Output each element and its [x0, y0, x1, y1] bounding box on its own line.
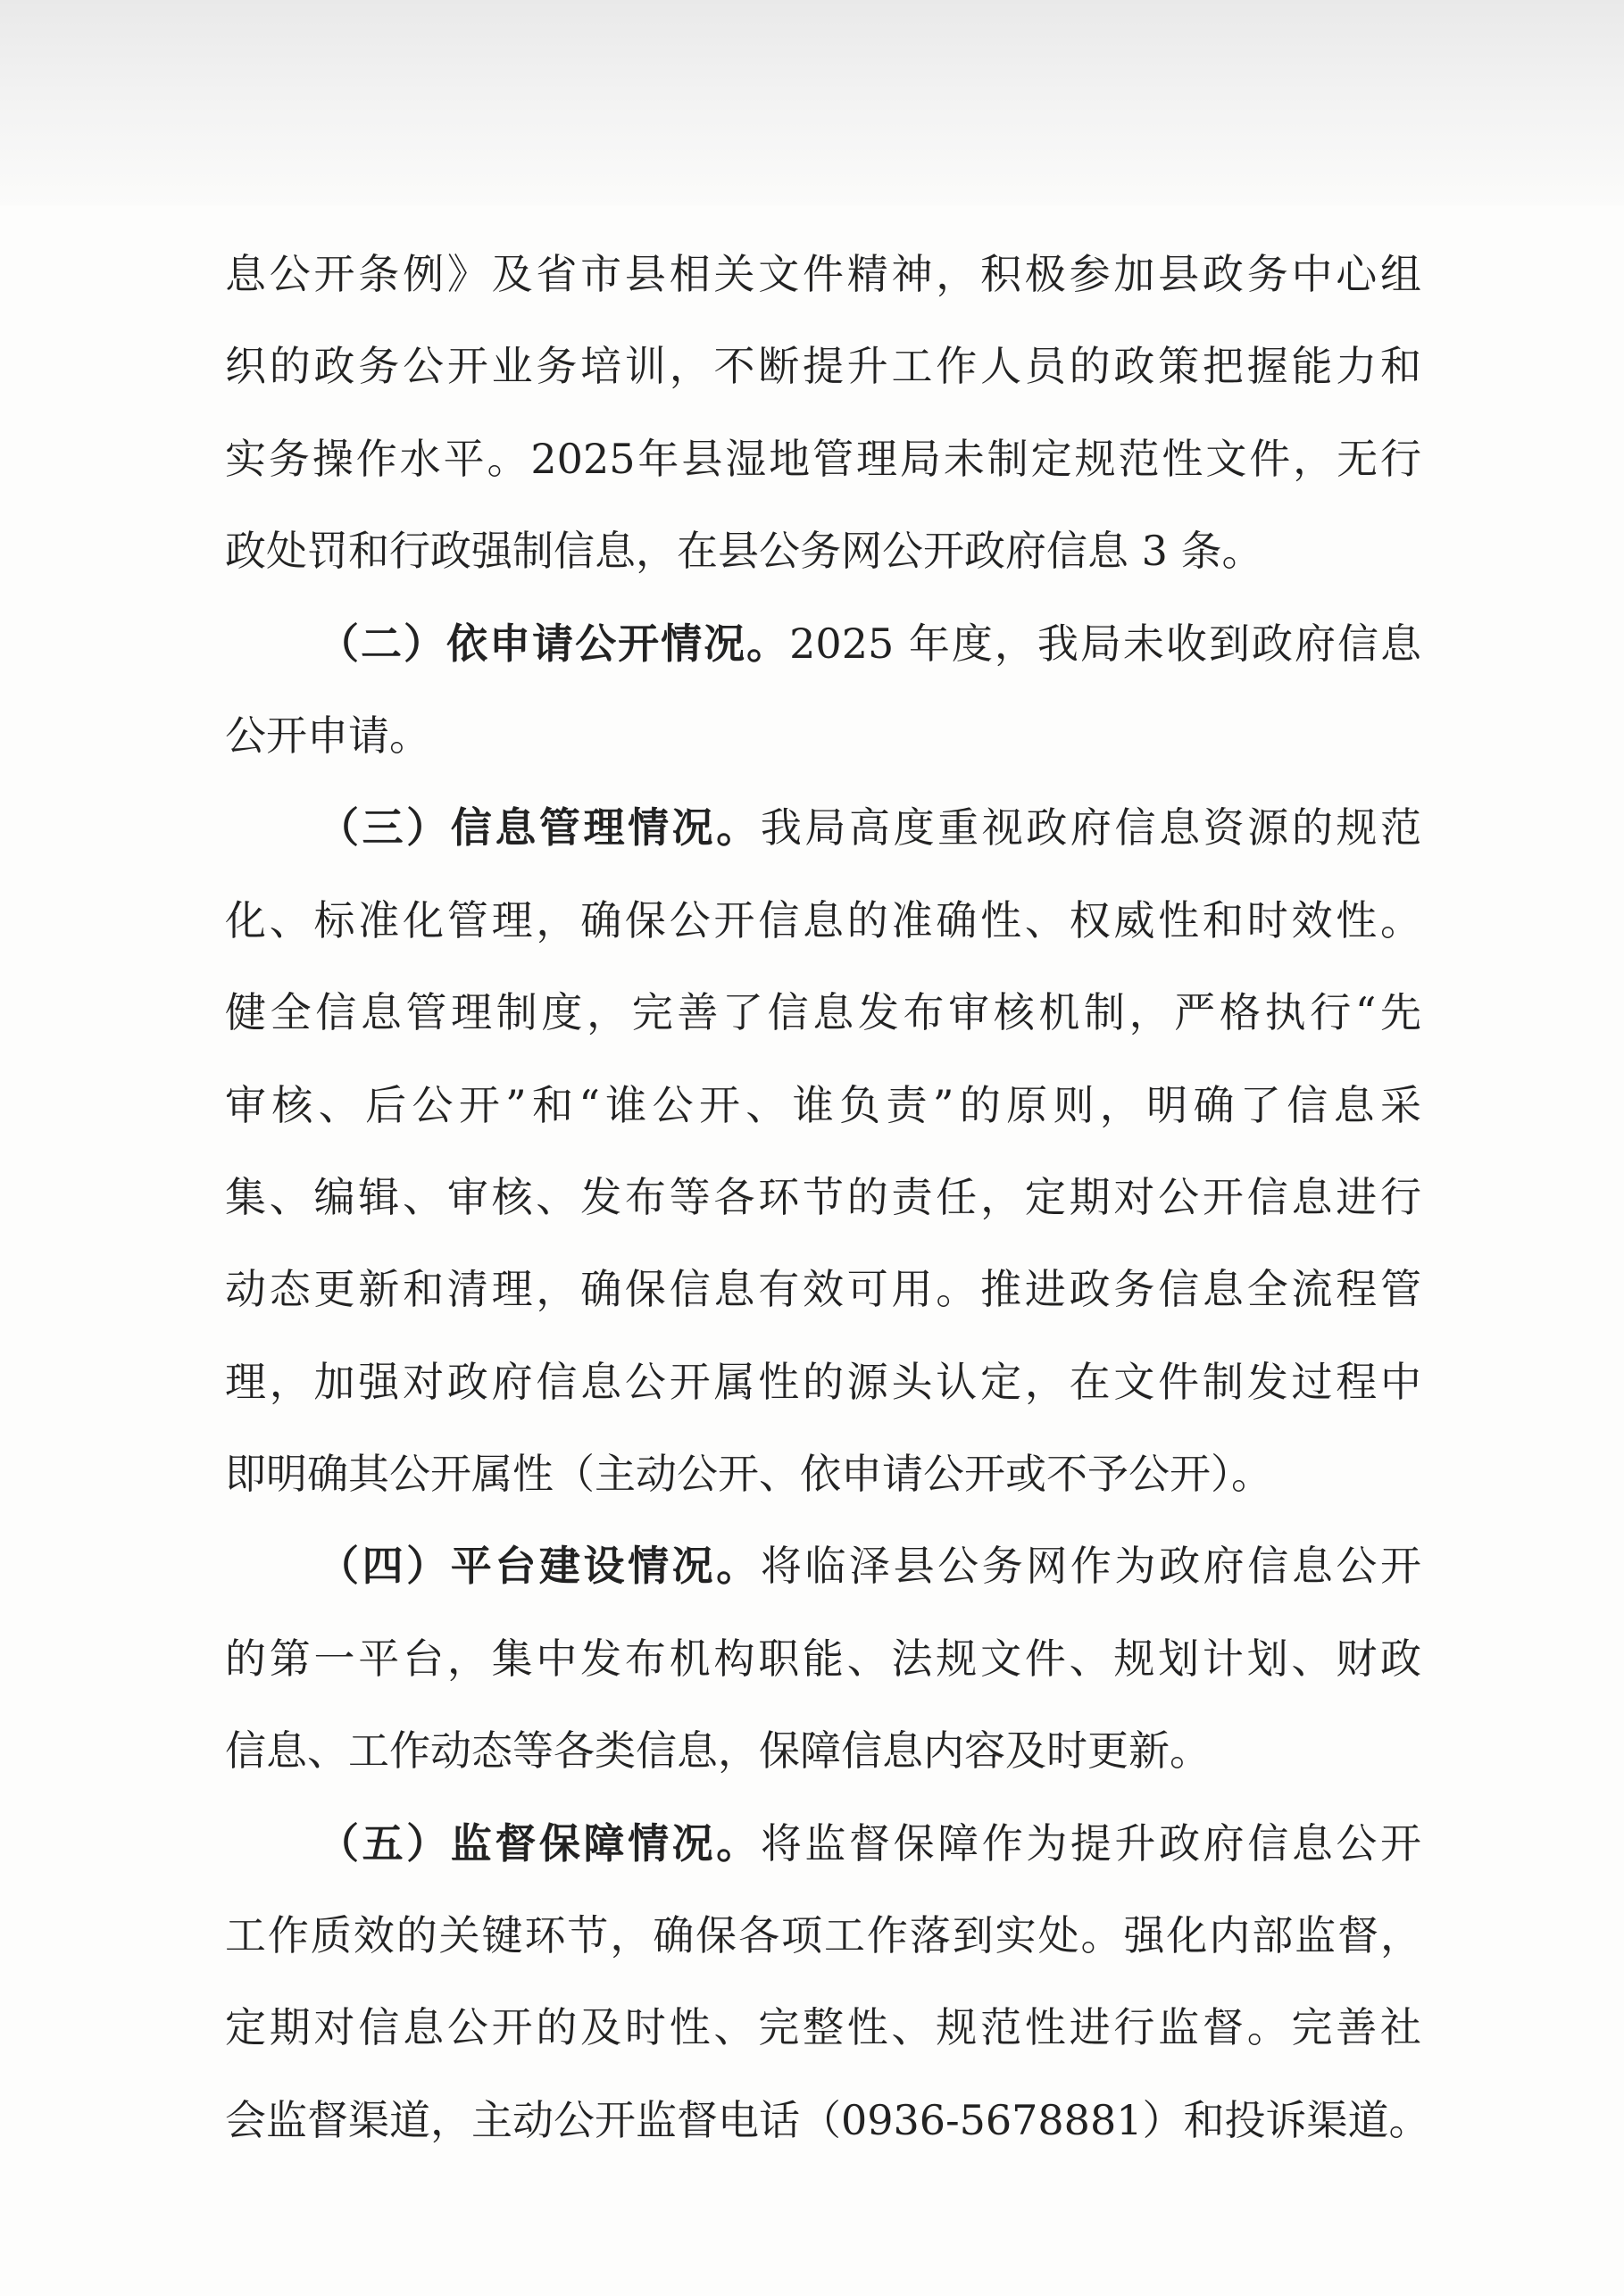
section-5-first-line — [225, 1803, 1421, 1895]
section-3-heading: （三）信息管理情况。 — [318, 803, 761, 853]
body-line: 的第一平台，集中发布机构职能、法规文件、规划计划、财政 — [225, 1634, 1421, 1683]
section-5-lead-text: 将监督保障作为提升政府信息公开 — [760, 1818, 1422, 1868]
body-line: 即明确其公开属性（主动公开、依申请公开或不予公开）。 — [225, 1450, 1272, 1499]
body-line: 化、标准化管理，确保公开信息的准确性、权威性和时效性。 — [225, 895, 1421, 944]
body-line: 会监督渠道，主动公开监督电话（0936-5678881）和投诉渠道。 — [225, 2095, 1430, 2144]
body-line: 动态更新和清理，确保信息有效可用。推进政务信息全流程管 — [225, 1265, 1421, 1314]
section-3-lead-text: 我局高度重视政府信息资源的规范 — [760, 803, 1422, 853]
body-line: 实务操作水平。2025年县湿地管理局未制定规范性文件，无行 — [225, 434, 1421, 483]
body-line: 理，加强对政府信息公开属性的源头认定，在文件制发过程中 — [225, 1357, 1421, 1406]
section-4-first-line — [225, 1526, 1421, 1618]
body-line: 审核、后公开”和“谁公开、谁负责”的原则，明确了信息采 — [225, 1080, 1421, 1129]
body-line: 织的政务公开业务培训，不断提升工作人员的政策把握能力和 — [225, 342, 1421, 391]
body-line: 信息、工作动态等各类信息，保障信息内容及时更新。 — [225, 1726, 1211, 1776]
section-2-first-line — [225, 603, 1421, 695]
section-5-heading: （五）监督保障情况。 — [318, 1818, 761, 1868]
body-line: 政处罚和行政强制信息，在县公务网公开政府信息 3 条。 — [225, 527, 1263, 576]
body-line: 公开申请。 — [225, 711, 430, 760]
section-4-lead-text: 将临泽县公务网作为政府信息公开 — [760, 1542, 1422, 1591]
section-2-lead-text: 2025 年度，我局未收到政府信息 — [789, 619, 1421, 668]
section-4-heading: （四）平台建设情况。 — [318, 1542, 761, 1591]
body-line: 定期对信息公开的及时性、完整性、规范性进行监督。完善社 — [225, 2003, 1421, 2052]
body-line: 健全信息管理制度，完善了信息发布审核机制，严格执行“先 — [225, 988, 1421, 1037]
body-line: 集、编辑、审核、发布等各环节的责任，定期对公开信息进行 — [225, 1172, 1421, 1221]
scan-shadow-band — [0, 0, 1624, 205]
section-3-first-line — [225, 787, 1421, 879]
body-line: 息公开条例》及省市县相关文件精神，积极参加县政务中心组 — [225, 250, 1421, 298]
section-2-heading: （二）依申请公开情况。 — [318, 619, 790, 668]
document-body — [225, 234, 1430, 2172]
body-line: 工作质效的关键环节，确保各项工作落到实处。强化内部监督， — [225, 1911, 1421, 1960]
